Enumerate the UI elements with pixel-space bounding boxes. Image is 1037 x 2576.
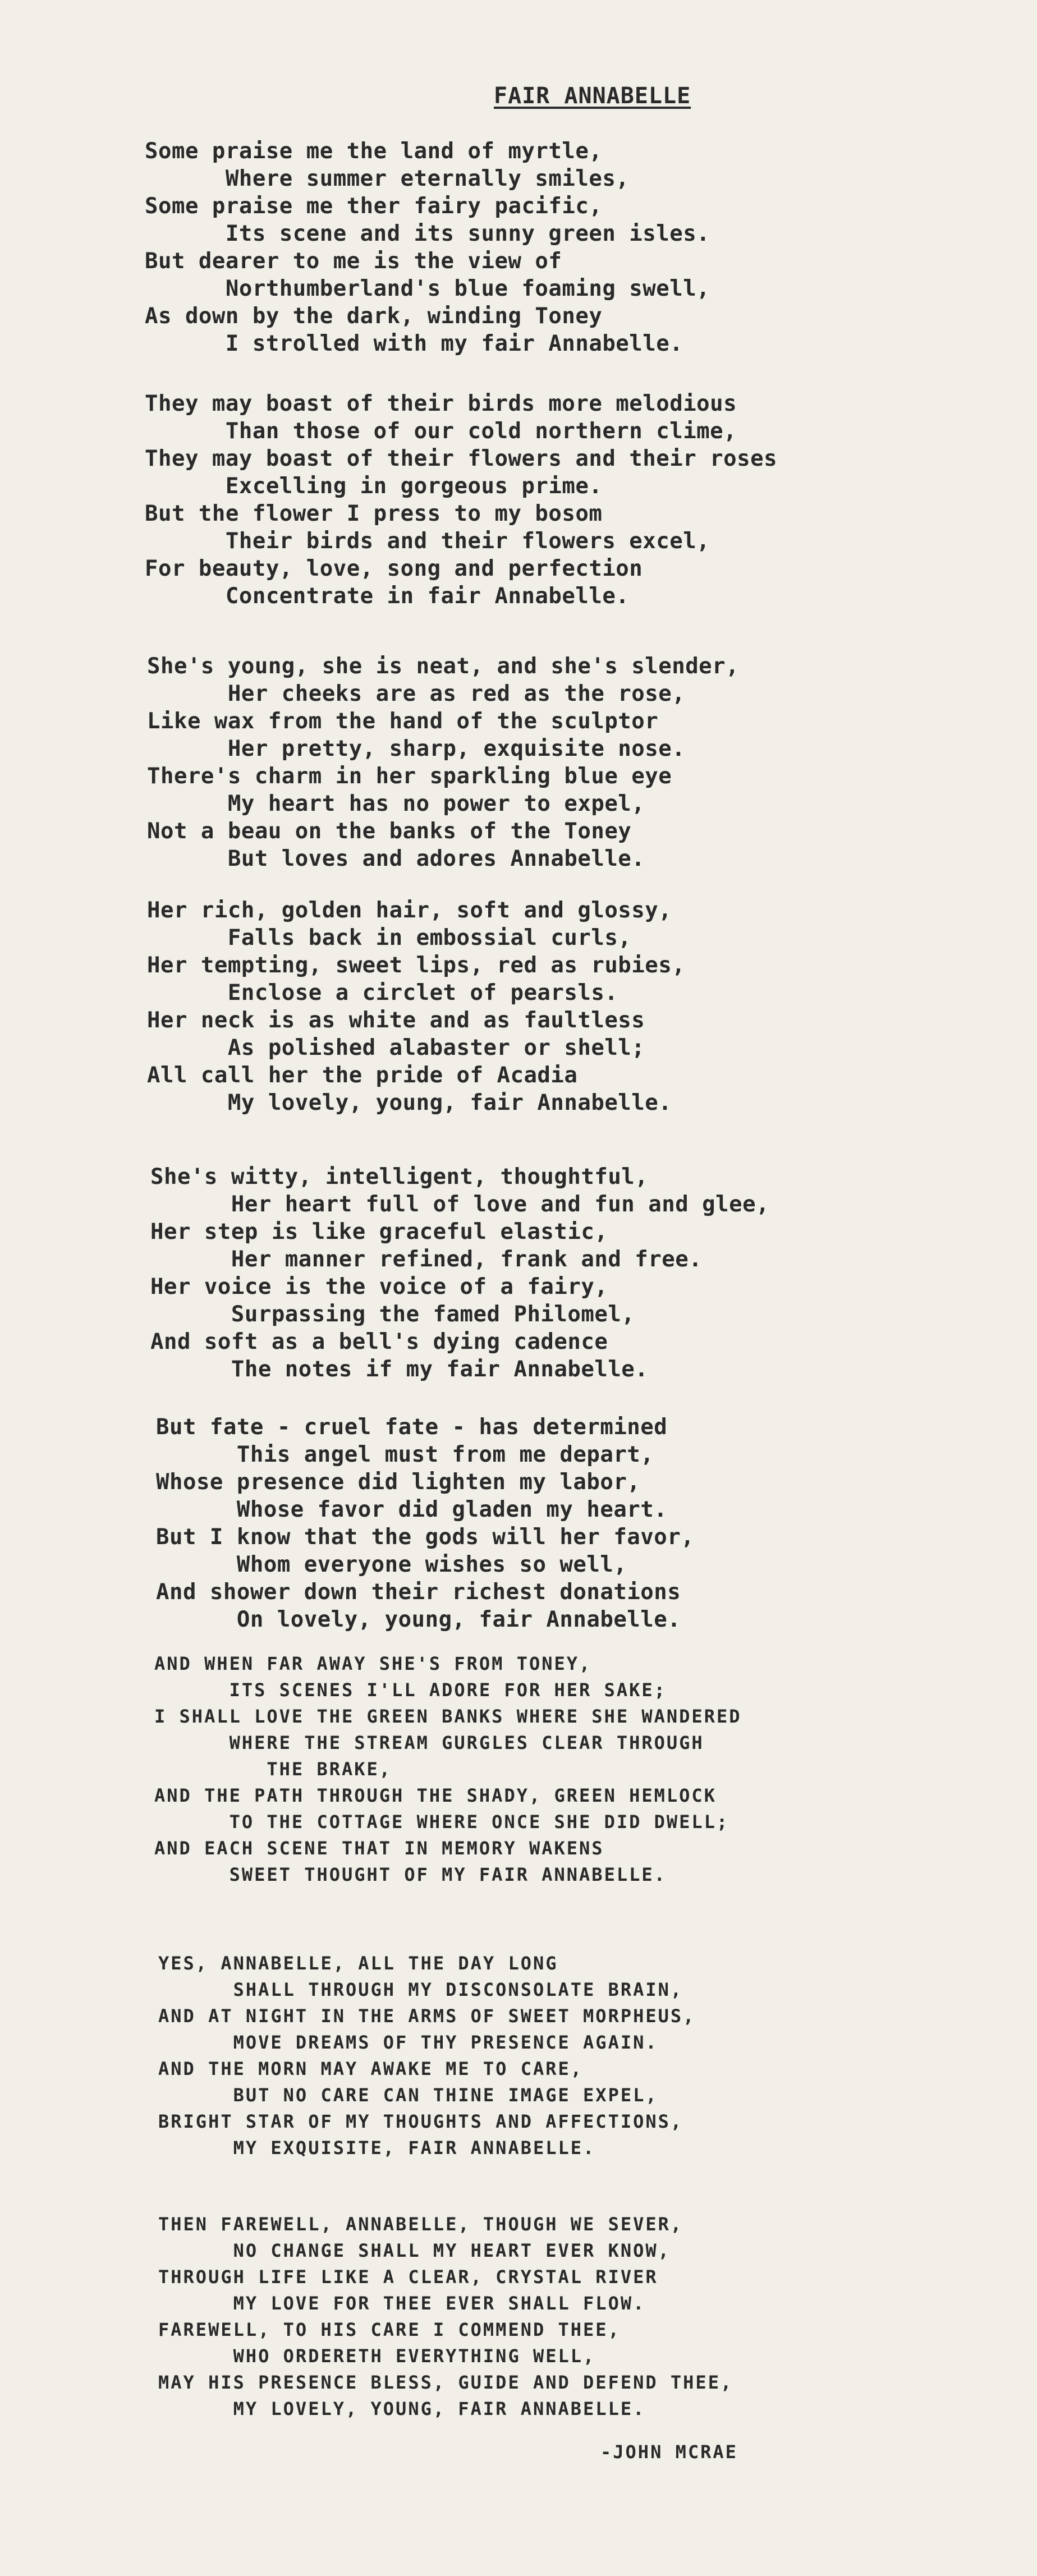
poem-line: Its scene and its sunny green isles.	[145, 221, 710, 246]
poem-line: I SHALL LOVE THE GREEN BANKS WHERE SHE WANDERED	[154, 1706, 742, 1727]
stanza-1	[145, 137, 710, 357]
poem-line: Their birds and their flowers excel,	[145, 529, 710, 554]
poem-title: FAIR ANNABELLE	[494, 83, 691, 109]
poem-line: AND THE PATH THROUGH THE SHADY, GREEN HEMLOCK	[154, 1785, 717, 1806]
poem-line: BUT NO CARE CAN THINE IMAGE EXPEL,	[158, 2084, 658, 2106]
poem-line: On lovely, young, fair Annabelle.	[156, 1607, 681, 1632]
stanza-7	[154, 1651, 741, 1888]
poem-line: Than those of our cold northern clime,	[145, 419, 737, 444]
poem-line: All call her the pride of Acadia	[147, 1063, 578, 1088]
poem-line: She's witty, intelligent, thoughtful,	[150, 1164, 649, 1190]
poem-line: Enclose a circlet of pearsls.	[147, 980, 618, 1005]
author-signature: -JOHN MCRAE	[600, 2441, 738, 2463]
poem-line: BRIGHT STAR OF MY THOUGHTS AND AFFECTIONS,	[158, 2111, 683, 2132]
poem-line: SHALL THROUGH MY DISCONSOLATE BRAIN,	[158, 1979, 683, 2000]
poem-line: AND WHEN FAR AWAY SHE'S FROM TONEY,	[154, 1653, 592, 1674]
poem-line: AND THE MORN MAY AWAKE ME TO CARE,	[158, 2058, 584, 2079]
poem-line: As down by the dark, winding Toney	[145, 304, 603, 329]
poem-line: AND EACH SCENE THAT IN MEMORY WAKENS	[154, 1838, 604, 1859]
poem-line: But I know that the gods will her favor,	[156, 1525, 695, 1550]
poem-line: Concentrate in fair Annabelle.	[145, 584, 630, 609]
stanza-8	[158, 1950, 695, 2161]
poem-line: WHERE THE STREAM GURGLES CLEAR THROUGH	[154, 1732, 704, 1753]
poem-line: I strolled with my fair Annabelle.	[145, 331, 683, 356]
poem-line: Falls back in embossial curls,	[147, 925, 632, 950]
poem-line: Her heart full of love and fun and glee,	[150, 1192, 770, 1217]
poem-line: THE BRAKE,	[154, 1758, 392, 1780]
poem-line: Whose presence did lighten my labor,	[156, 1470, 641, 1495]
stanza-3	[147, 653, 739, 873]
poem-line: Like wax from the hand of the sculptor	[147, 709, 659, 734]
poem-line: They may boast of their birds more melodious	[145, 391, 737, 416]
poem-line: THROUGH LIFE LIKE A CLEAR, CRYSTAL RIVER	[158, 2266, 658, 2288]
poem-line: Northumberland's blue foaming swell,	[145, 276, 710, 301]
poem-line: This angel must from me depart,	[156, 1442, 654, 1467]
poem-line: TO THE COTTAGE WHERE ONCE SHE DID DWELL;	[154, 1811, 729, 1833]
poem-line: And soft as a bell's dying cadence	[150, 1329, 608, 1354]
poem-line: My lovely, young, fair Annabelle.	[147, 1090, 672, 1115]
poem-line: WHO ORDERETH EVERYTHING WELL,	[158, 2345, 596, 2367]
poem-line: Not a beau on the banks of the Toney	[147, 819, 632, 844]
poem-line: And shower down their richest donations	[156, 1579, 681, 1605]
poem-line: But the flower I press to my bosom	[145, 501, 603, 526]
poem-line: Whose favor did gladen my heart.	[156, 1497, 668, 1522]
poem-line: MAY HIS PRESENCE BLESS, GUIDE AND DEFEND THEE,	[158, 2372, 733, 2393]
poem-line: Her cheeks are as red as the rose,	[147, 681, 686, 706]
poem-line: MY EXQUISITE, FAIR ANNABELLE.	[158, 2137, 596, 2159]
poem-line: Her step is like graceful elastic,	[150, 1219, 608, 1245]
poem-line: SWEET THOUGHT OF MY FAIR ANNABELLE.	[154, 1864, 667, 1885]
poem-line: Her manner refined, frank and free.	[150, 1247, 703, 1272]
poem-line: YES, ANNABELLE, ALL THE DAY LONG	[158, 1953, 558, 1974]
poem-line: MOVE DREAMS OF THY PRESENCE AGAIN.	[158, 2032, 658, 2053]
stanza-9	[158, 2211, 733, 2422]
poem-line: They may boast of their flowers and their roses	[145, 446, 778, 471]
poem-line: MY LOVELY, YOUNG, FAIR ANNABELLE.	[158, 2398, 646, 2419]
poem-line: Her voice is the voice of a fairy,	[150, 1274, 608, 1300]
poem-line: But fate - cruel fate - has determined	[156, 1415, 668, 1440]
poem-line: THEN FAREWELL, ANNABELLE, THOUGH WE SEVER,	[158, 2214, 683, 2235]
poem-line: Her tempting, sweet lips, red as rubies,	[147, 953, 686, 978]
stanza-4	[147, 897, 685, 1117]
poem-line: My heart has no power to expel,	[147, 791, 645, 816]
poem-line: But loves and adores Annabelle.	[147, 846, 645, 871]
stanza-5	[150, 1163, 769, 1383]
poem-line: Some praise me ther fairy pacific,	[145, 194, 603, 219]
poem-line: Surpassing the famed Philomel,	[150, 1302, 635, 1327]
poem-line: She's young, she is neat, and she's slender,	[147, 654, 740, 679]
poem-line: FAREWELL, TO HIS CARE I COMMEND THEE,	[158, 2319, 621, 2340]
poem-line: As polished alabaster or shell;	[147, 1035, 645, 1060]
stanza-2	[145, 390, 777, 610]
poem-line: Excelling in gorgeous prime.	[145, 474, 603, 499]
poem-line: ITS SCENES I'LL ADORE FOR HER SAKE;	[154, 1679, 667, 1701]
poem-line: NO CHANGE SHALL MY HEART EVER KNOW,	[158, 2240, 671, 2261]
poem-line: For beauty, love, song and perfection	[145, 556, 643, 581]
poem-line: But dearer to me is the view of	[145, 249, 562, 274]
poem-line: AND AT NIGHT IN THE ARMS OF SWEET MORPHEUS,	[158, 2005, 696, 2027]
poem-line: Where summer eternally smiles,	[145, 166, 630, 191]
poem-line: MY LOVE FOR THEE EVER SHALL FLOW.	[158, 2293, 646, 2314]
poem-line: Some praise me the land of myrtle,	[145, 139, 603, 164]
poem-line: There's charm in her sparkling blue eye	[147, 764, 672, 789]
poem-line: Whom everyone wishes so well,	[156, 1552, 627, 1577]
poem-line: Her pretty, sharp, exquisite nose.	[147, 736, 686, 761]
poem-line: The notes if my fair Annabelle.	[150, 1357, 649, 1382]
stanza-6	[156, 1413, 694, 1633]
poem-line: Her rich, golden hair, soft and glossy,	[147, 898, 672, 923]
poem-line: Her neck is as white and as faultless	[147, 1008, 645, 1033]
